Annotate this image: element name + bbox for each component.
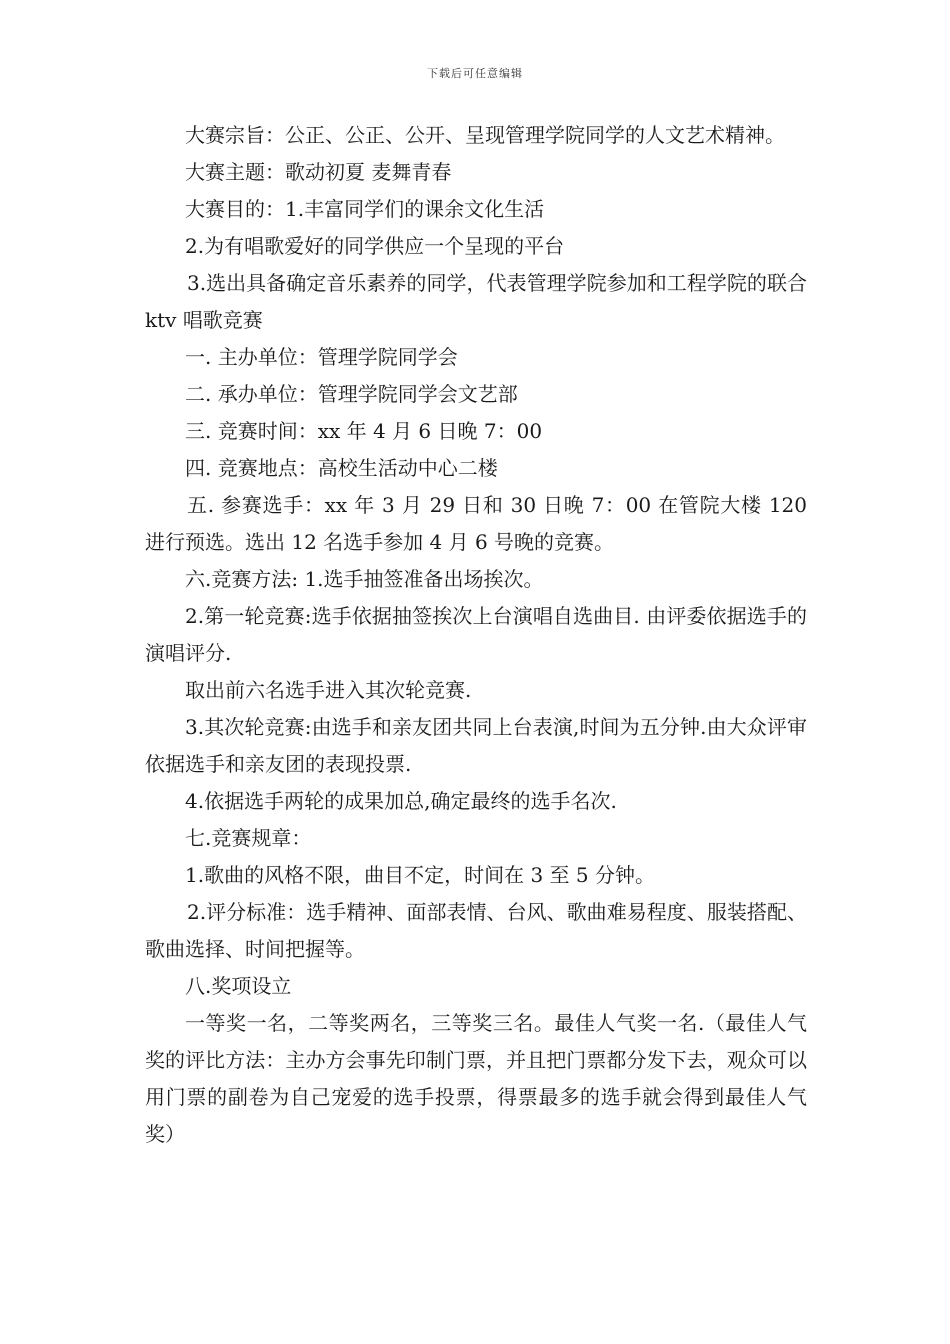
page-header: 下载后可任意编辑: [427, 67, 523, 80]
paragraph-rule-2: 2.评分标准：选手精神、面部表情、台风、歌曲难易程度、服装搭配、歌曲选择、时间把握等。: [145, 900, 807, 961]
paragraph-goal-3: 3.选出具备确定音乐素养的同学，代表管理学院参加和工程学院的联合 ktv 唱歌竞赛: [145, 271, 807, 332]
paragraph-goal: 大赛目的：1.丰富同学们的课余文化生活: [185, 197, 545, 221]
paragraph-top-six: 取出前六名选手进入其次轮竞赛.: [185, 678, 472, 702]
paragraph-awards-heading: 八.奖项设立: [185, 974, 292, 998]
paragraph-rules-heading: 七.竞赛规章：: [185, 826, 312, 850]
paragraph-ranking: 4.依据选手两轮的成果加总,确定最终的选手名次.: [185, 789, 617, 813]
document-body: [145, 117, 807, 1153]
paragraph-round-one: 2.第一轮竞赛:选手依据抽签挨次上台演唱自选曲目. 由评委依据选手的演唱评分.: [145, 604, 807, 665]
paragraph-location: 四. 竞赛地点：高校生活动中心二楼: [185, 456, 498, 480]
paragraph-contestants: 五. 参赛选手：xx 年 3 月 29 日和 30 日晚 7：00 在管院大楼 120 进行预选。选出 12 名选手参加 4 月 6 号晚的竞赛。: [145, 493, 807, 554]
paragraph-awards: 一等奖一名，二等奖两名，三等奖三名。最佳人气奖一名.（最佳人气奖的评比方法：主办方会事先印制门票，并且把门票都分发下去，观众可以用门票的副卷为自己宠爱的选手投票，得票最多的选手就会得到最佳人气奖）: [145, 1011, 807, 1146]
paragraph-organizer: 一. 主办单位：管理学院同学会: [185, 345, 458, 369]
paragraph-goal-2: 2.为有唱歌爱好的同学供应一个呈现的平台: [185, 234, 565, 258]
paragraph-round-two: 3.其次轮竞赛:由选手和亲友团共同上台表演,时间为五分钟.由大众评审依据选手和亲友团的表现投票.: [145, 715, 807, 776]
paragraph-rule-1: 1.歌曲的风格不限，曲目不定，时间在 3 至 5 分钟。: [185, 863, 655, 887]
paragraph-purpose: 大赛宗旨：公正、公正、公开、呈现管理学院同学的人文艺术精神。: [185, 123, 785, 147]
paragraph-time: 三. 竞赛时间：xx 年 4 月 6 日晚 7：00: [185, 419, 543, 443]
paragraph-method: 六.竞赛方法: 1.选手抽签准备出场挨次。: [185, 567, 544, 591]
paragraph-co-organizer: 二. 承办单位：管理学院同学会文艺部: [185, 382, 518, 406]
paragraph-theme: 大赛主题：歌动初夏 麦舞青春: [185, 160, 452, 184]
